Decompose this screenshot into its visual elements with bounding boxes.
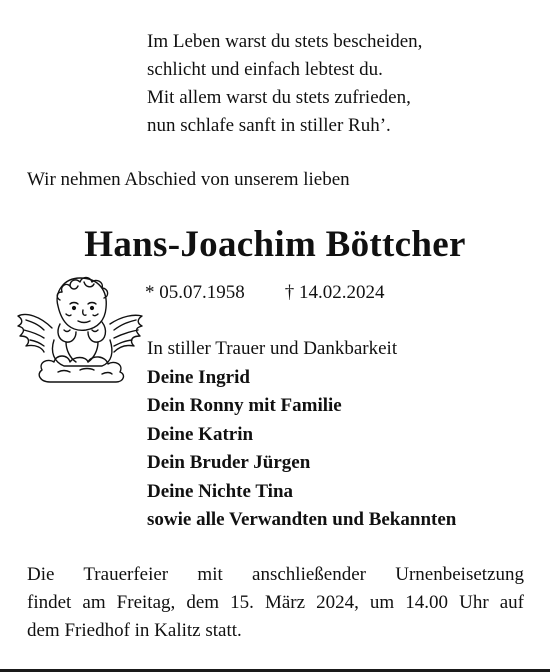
poem-line: schlicht und einfach lebtest du. [147,59,383,80]
birth-date: * 05.07.1958 [145,282,245,303]
mourner-name: Deine Ingrid [147,366,250,388]
poem-line: nun schlafe sanft in stiller Ruh’. [147,115,391,136]
funeral-info [27,561,524,645]
mourners-heading: In stiller Trauer und Dankbarkeit [147,338,398,359]
mourner-name: sowie alle Verwandten und Bekannten [147,509,457,530]
death-date: † 14.02.2024 [284,282,385,303]
mourner-name: Dein Ronny mit Familie [147,395,342,416]
mourner-name: Deine Katrin [147,423,254,445]
funeral-line: dem Friedhof in Kalitz statt. [27,620,242,641]
cherub-angel-icon [14,266,146,386]
farewell-intro: Wir nehmen Abschied von unserem lieben [27,169,350,190]
funeral-line: Die Trauerfeier mit anschließender Urnenbeisetzung [27,564,524,585]
mourners-list [147,335,456,535]
funeral-line: findet am Freitag, dem 15. März 2024, um 14.00 Uhr auf [27,592,524,613]
mourner-name: Dein Bruder Jürgen [147,452,311,473]
memorial-poem [147,28,422,140]
poem-line: Im Leben warst du stets bescheiden, [147,31,423,52]
mourner-name: Deine Nichte Tina [147,480,294,502]
poem-line: Mit allem warst du stets zufrieden, [147,87,411,108]
life-dates [145,280,385,306]
deceased-name: Hans-Joachim Böttcher [84,224,466,265]
